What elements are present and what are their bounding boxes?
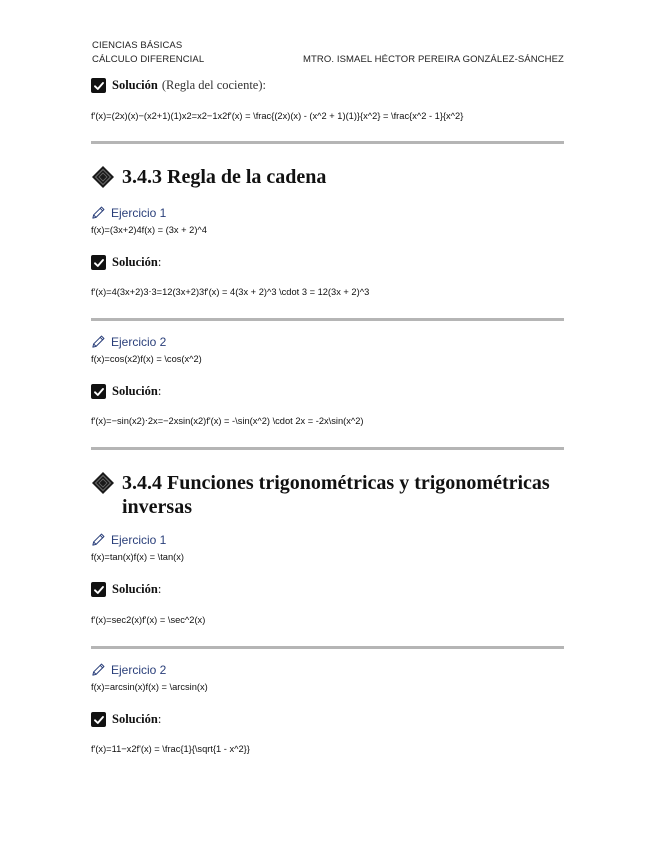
exercise-formula: f(x)=(3x+2)4f(x) = (3x + 2)^4 bbox=[91, 225, 207, 235]
solution-formula: f′(x)=4(3x+2)3⋅3=12(3x+2)3f'(x) = 4(3x + 2)^3 \cdot 3 = 12(3x + 2)^3 bbox=[91, 287, 370, 297]
checkbox-icon bbox=[91, 255, 106, 270]
checkbox-icon bbox=[91, 582, 106, 597]
solution-label: Solución bbox=[112, 255, 158, 269]
section-heading bbox=[91, 165, 561, 189]
section-divider bbox=[91, 141, 564, 144]
diamond-icon bbox=[91, 471, 115, 495]
solution-label: Solución bbox=[112, 78, 158, 92]
exercise-formula: f(x)=cos⁡(x2)f(x) = \cos(x^2) bbox=[91, 354, 202, 364]
solution-formula: f′(x)=(2x)(x)−(x2+1)(1)x2=x2−1x2f'(x) = \frac{(2x)(x) - (x^2 + 1)(1)}{x^2} = \frac{x^2 - 1}{x^2} bbox=[91, 111, 464, 121]
header-subject: CIENCIAS BÁSICAS bbox=[92, 40, 183, 51]
exercise-title: Ejercicio 1 bbox=[111, 205, 167, 220]
header-author: MTRO. ISMAEL HÉCTOR PEREIRA GONZÁLEZ-SÁNCHEZ bbox=[303, 54, 564, 65]
exercise-label bbox=[91, 334, 166, 349]
pencil-icon bbox=[91, 532, 106, 547]
solution-row: Solución : bbox=[91, 582, 161, 597]
pencil-icon bbox=[91, 205, 106, 220]
solution-row: Solución : bbox=[91, 255, 161, 270]
section-heading bbox=[91, 471, 561, 519]
section-title: 3.4.4 Funciones trigonométricas y trigonométricas inversas bbox=[122, 472, 550, 518]
pencil-icon bbox=[91, 334, 106, 349]
exercise-formula: f(x)=tan⁡(x)f(x) = \tan(x) bbox=[91, 552, 184, 562]
exercise-label bbox=[91, 205, 166, 220]
exercise-divider bbox=[91, 646, 564, 649]
exercise-title: Ejercicio 2 bbox=[111, 662, 167, 677]
solution-row: Solución : bbox=[91, 712, 161, 727]
exercise-title: Ejercicio 1 bbox=[111, 532, 167, 547]
diamond-icon bbox=[91, 165, 115, 189]
solution-label: Solución bbox=[112, 712, 158, 726]
solution-label: Solución bbox=[112, 582, 158, 596]
solution-label: Solución bbox=[112, 384, 158, 398]
exercise-formula: f(x)=arcsin⁡(x)f(x) = \arcsin(x) bbox=[91, 682, 208, 692]
exercise-divider bbox=[91, 318, 564, 321]
solution-row: Solución : bbox=[91, 384, 161, 399]
exercise-label bbox=[91, 532, 166, 547]
solution-row bbox=[91, 78, 266, 93]
exercise-label bbox=[91, 662, 166, 677]
section-divider bbox=[91, 447, 564, 450]
solution-formula: f′(x)=11−x2f'(x) = \frac{1}{\sqrt{1 - x^2}} bbox=[91, 744, 250, 754]
solution-formula: f′(x)=−sin⁡(x2)⋅2x=−2xsin⁡(x2)f'(x) = -\sin(x^2) \cdot 2x = -2x\sin(x^2) bbox=[91, 416, 364, 426]
checkbox-icon bbox=[91, 78, 106, 93]
checkbox-icon bbox=[91, 712, 106, 727]
checkbox-icon bbox=[91, 384, 106, 399]
exercise-title: Ejercicio 2 bbox=[111, 334, 167, 349]
section-title: 3.4.3 Regla de la cadena bbox=[122, 166, 327, 188]
header-course: CÁLCULO DIFERENCIAL bbox=[92, 54, 205, 65]
solution-note: (Regla del cociente): bbox=[161, 78, 266, 92]
pencil-icon bbox=[91, 662, 106, 677]
solution-formula: f′(x)=sec⁡2(x)f'(x) = \sec^2(x) bbox=[91, 615, 206, 625]
